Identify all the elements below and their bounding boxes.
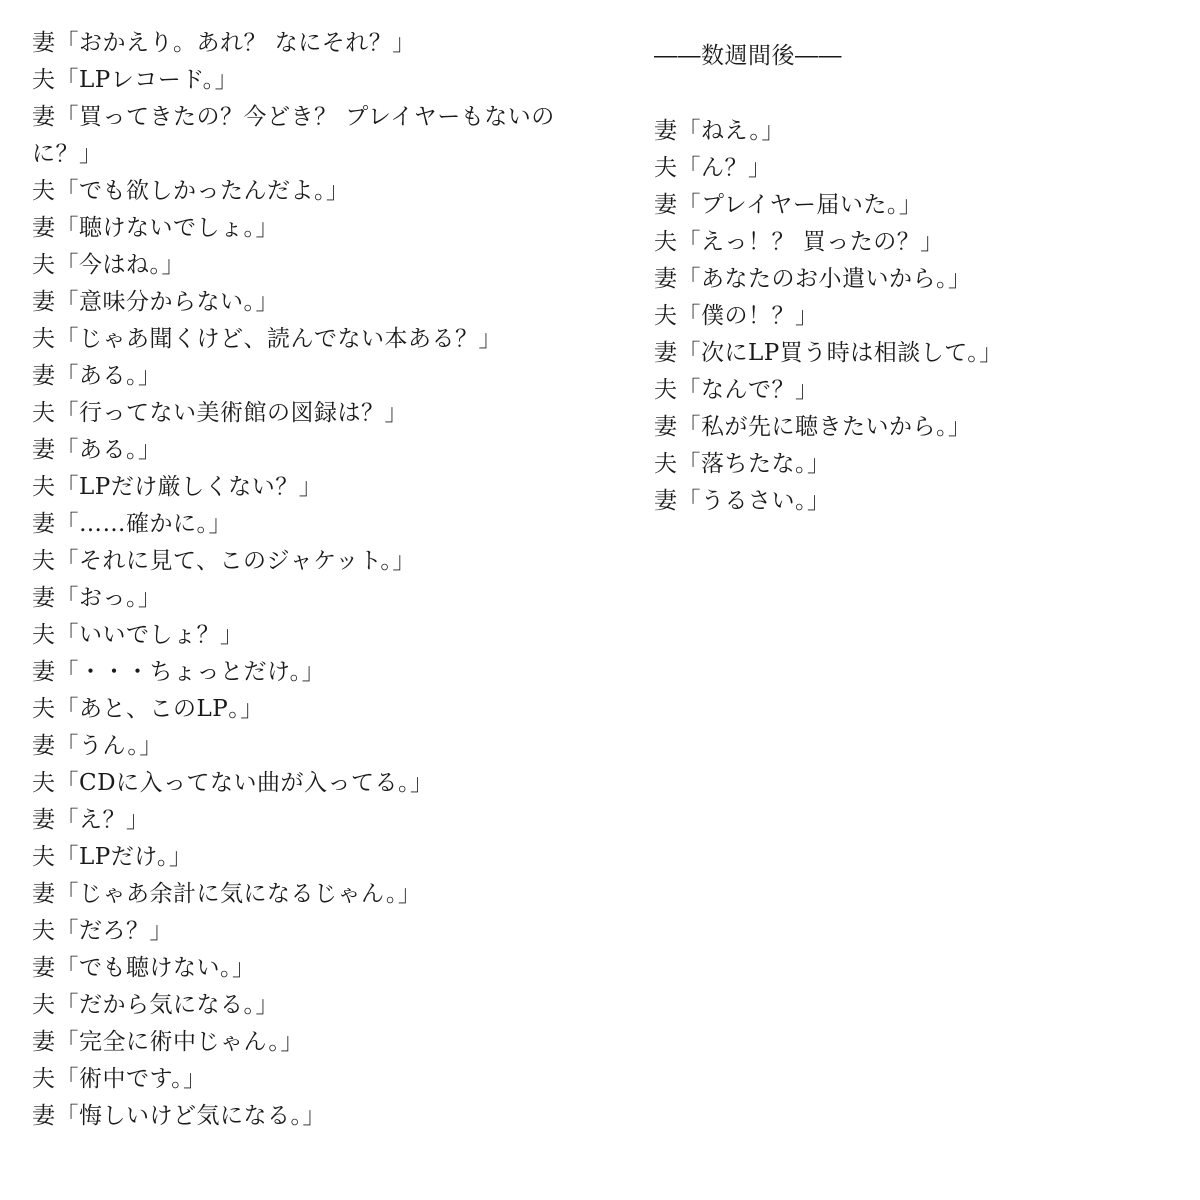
dialogue-line: 夫「なんで？」: [654, 377, 819, 403]
dialogue-line: 夫「LPだけ厳しくない？」: [32, 474, 323, 500]
dialogue-line: 夫「LPレコード。」: [32, 67, 239, 93]
dialogue-line: 妻「ある。」: [32, 437, 162, 463]
dialogue-line: 夫「じゃあ聞くけど、読んでない本ある？」: [32, 326, 502, 352]
right-dialogue-column: [654, 38, 1174, 520]
dialogue-line: 妻「聴けないでしょ。」: [32, 215, 279, 241]
dialogue-line: 妻「うん。」: [32, 733, 163, 759]
dialogue-line: 妻「私が先に聴きたいから。」: [654, 414, 972, 440]
dialogue-line: 妻「完全に術中じゃん。」: [32, 1029, 304, 1055]
dialogue-line: 妻「買ってきたの？今どき？ プレイヤーもないの: [32, 104, 555, 130]
dialogue-line: 夫「いいでしょ？」: [32, 622, 244, 648]
dialogue-line: 夫「だろ？」: [32, 918, 173, 944]
section-heading: ――数週間後――: [654, 43, 842, 69]
dialogue-line: 夫「でも欲しかったんだよ。」: [32, 178, 350, 204]
dialogue-line: 妻「じゃあ余計に気になるじゃん。」: [32, 881, 422, 907]
dialogue-line: 妻「え？」: [32, 807, 150, 833]
dialogue-line: 夫「CDに入ってない曲が入ってる。」: [32, 770, 434, 796]
left-dialogue-column: [32, 25, 592, 1135]
dialogue-line: 妻「ある。」: [32, 363, 162, 389]
dialogue-line: 妻「うるさい。」: [654, 488, 831, 514]
dialogue-line: 妻「悔しいけど気になる。」: [32, 1103, 326, 1129]
dialogue-line: 夫「僕の！？」: [654, 303, 819, 329]
dialogue-line: 夫「えっ！？ 買ったの？」: [654, 229, 944, 255]
dialogue-line: 夫「行ってない美術館の図録は？」: [32, 400, 408, 426]
dialogue-line: 妻「プレイヤー届いた。」: [654, 192, 923, 218]
dialogue-line: 夫「あと、このLP。」: [32, 696, 264, 722]
dialogue-line: 夫「だから気になる。」: [32, 992, 279, 1018]
dialogue-line: 妻「・・・ちょっとだけ。」: [32, 659, 326, 685]
dialogue-line: 妻「次にLP買う時は相談して。」: [654, 340, 1003, 366]
dialogue-line: 妻「……確かに。」: [32, 511, 232, 537]
dialogue-line: 妻「おかえり。あれ？ なにそれ？」: [32, 30, 416, 56]
dialogue-line-continuation: に？」: [32, 141, 103, 167]
dialogue-line: 妻「意味分からない。」: [32, 289, 279, 315]
dialogue-line: 夫「それに見て、このジャケット。」: [32, 548, 416, 574]
dialogue-line: 夫「今はね。」: [32, 252, 185, 278]
dialogue-line: 夫「ん？」: [654, 155, 772, 181]
dialogue-line: 妻「あなたのお小遣いから。」: [654, 266, 972, 292]
dialogue-line: 夫「LPだけ。」: [32, 844, 193, 870]
dialogue-line: 妻「おっ。」: [32, 585, 162, 611]
dialogue-line: 夫「術中です。」: [32, 1066, 207, 1092]
dialogue-line: 夫「落ちたな。」: [654, 451, 831, 477]
dialogue-line: 妻「ねえ。」: [654, 118, 785, 144]
dialogue-line: 妻「でも聴けない。」: [32, 955, 256, 981]
